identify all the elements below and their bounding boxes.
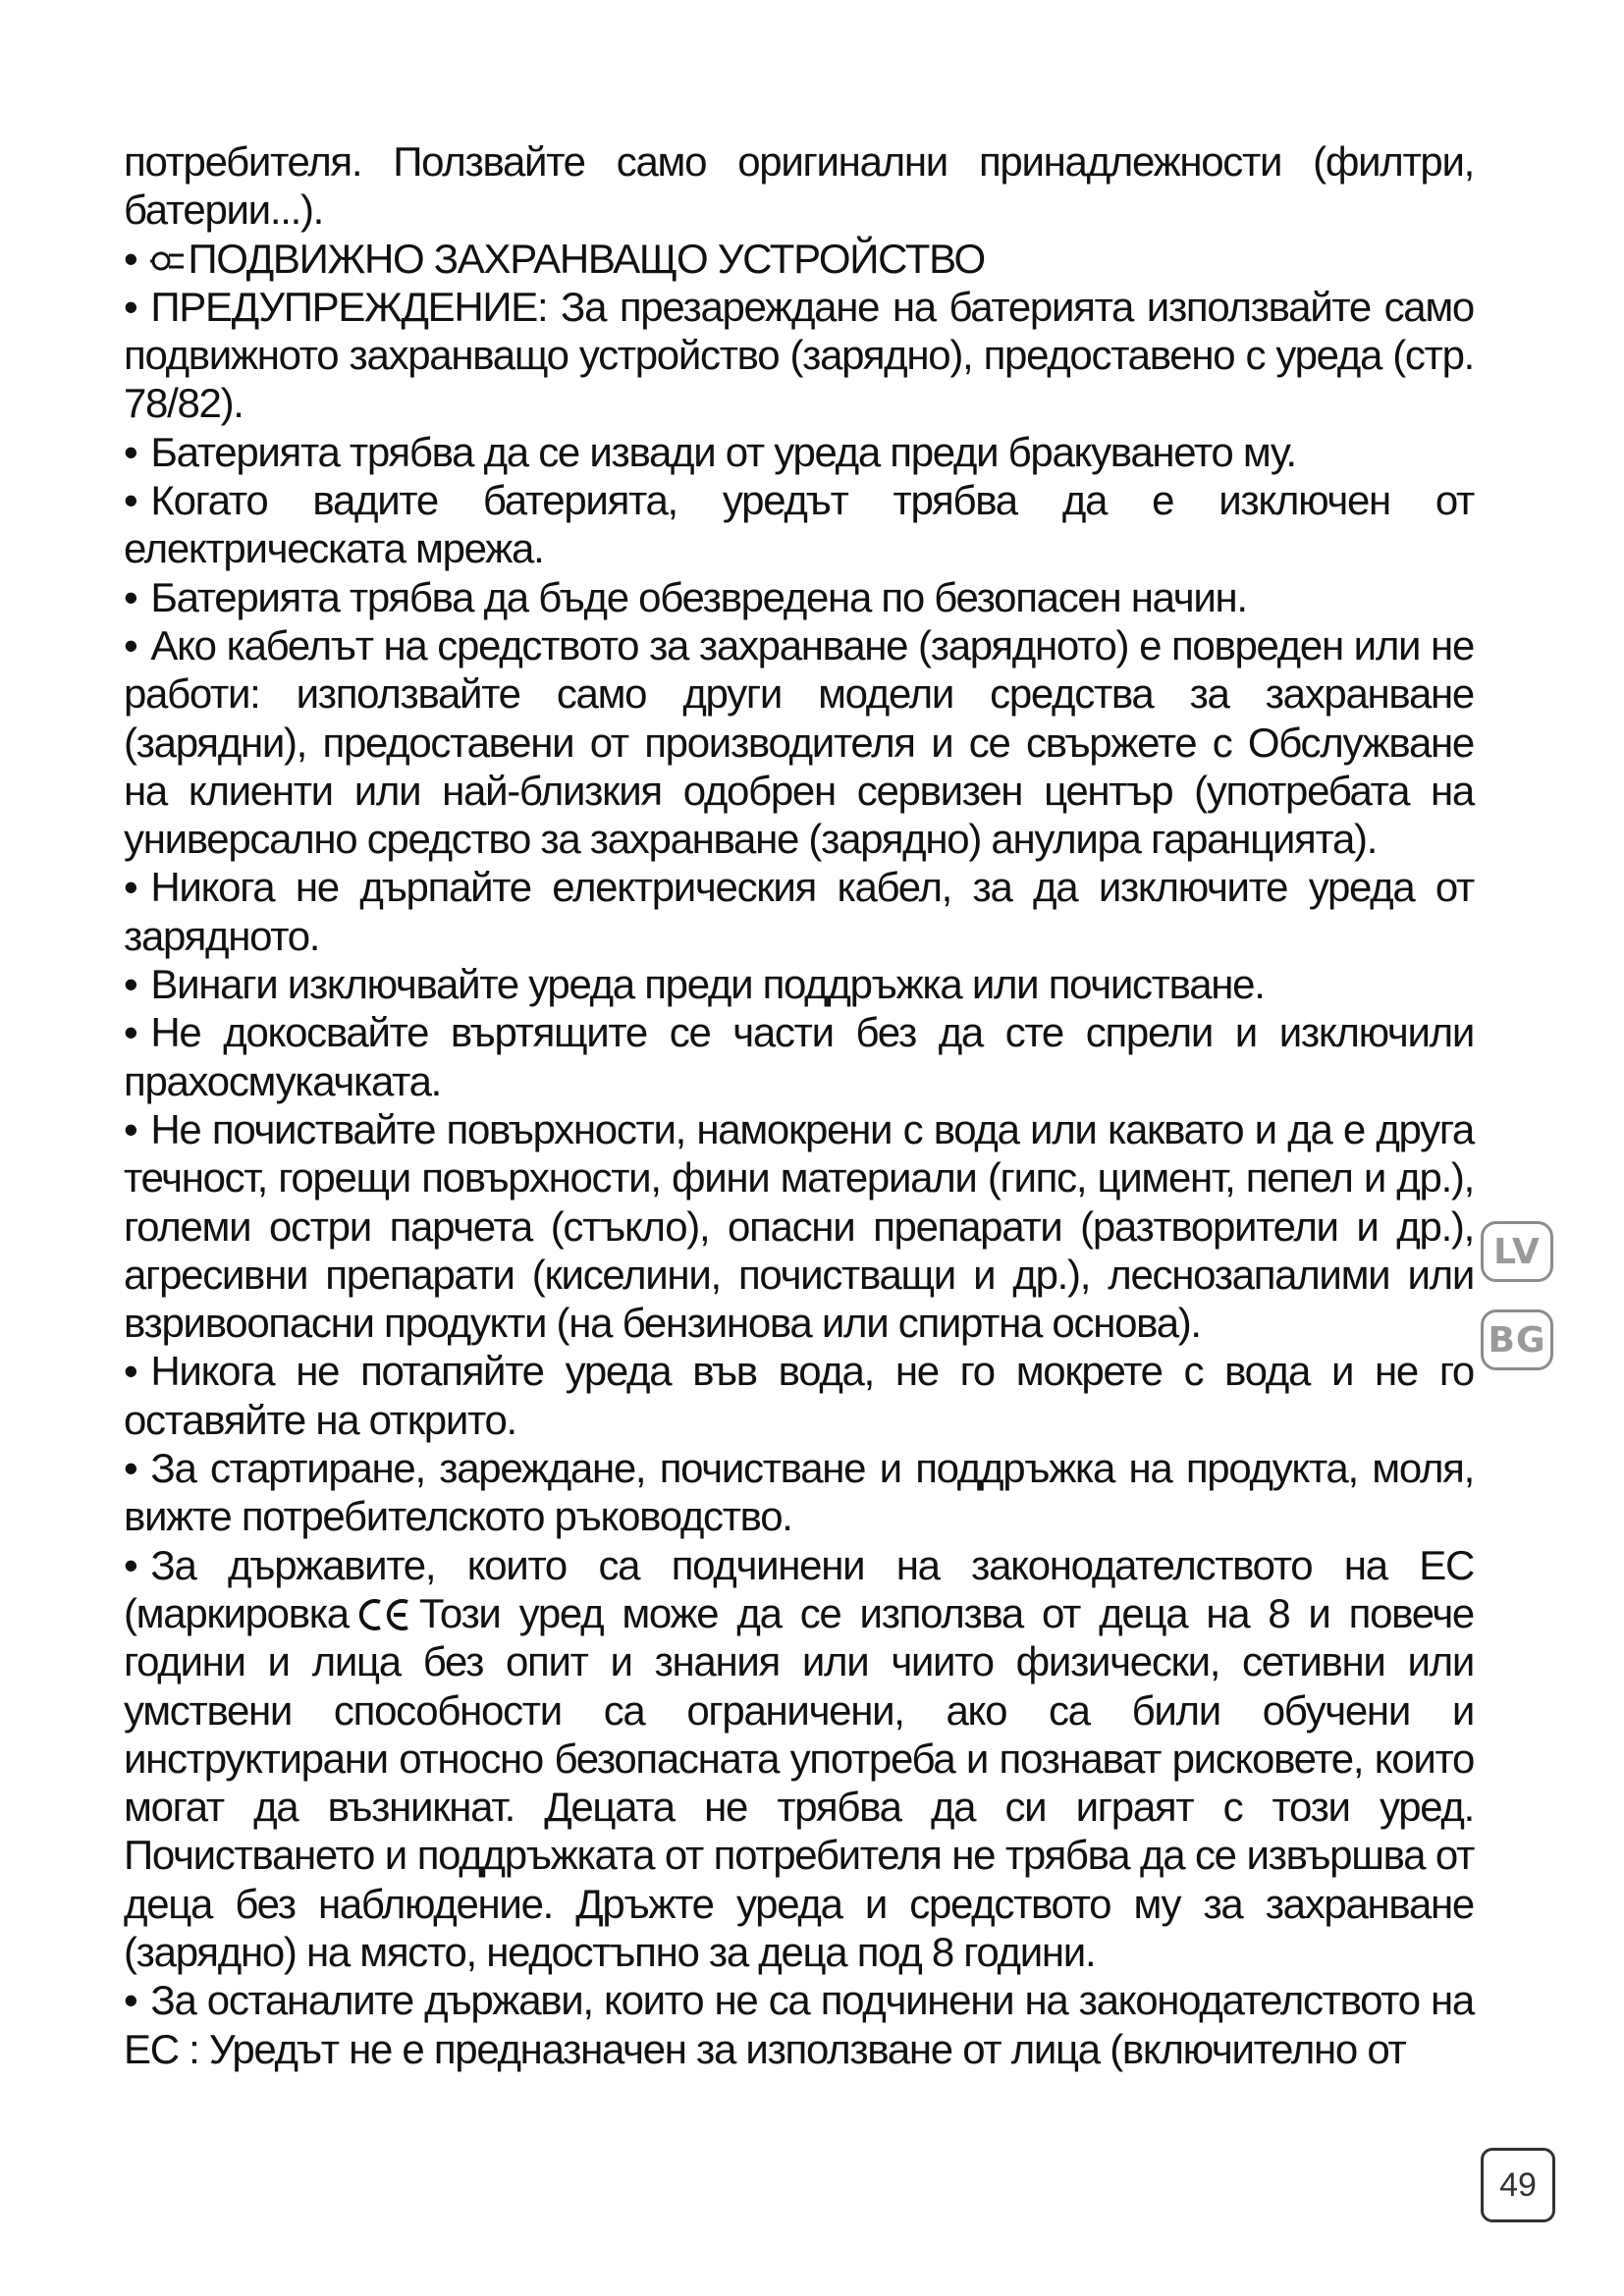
bullet-marker: • xyxy=(124,864,137,911)
bullet-text: Никога не дърпайте електрическия кабел, за да изключите уреда от зарядното. xyxy=(124,864,1474,959)
bullet-text: Батерията трябва да се извади от уреда преди бракуването му. xyxy=(150,428,1296,475)
language-tab-bg: BG xyxy=(1481,1309,1553,1370)
bullet-text: За стартиране, зареждане, почистване и поддръжка на продукта, моля, вижте потребителското ръководство. xyxy=(124,1445,1474,1540)
bullet-marker: • xyxy=(124,235,137,282)
bullet-marker: • xyxy=(124,1009,137,1056)
bullet-text: Винаги изключвайте уреда преди поддръжка или почистване. xyxy=(150,961,1265,1008)
bullet-marker: • xyxy=(124,621,137,668)
detachable-power-supply-heading: ПОДВИЖНО ЗАХРАНВАЩО УСТРОЙСТВО xyxy=(188,235,985,282)
bullet-see-user-manual xyxy=(124,1444,1474,1541)
bullet-damaged-cable xyxy=(124,621,1474,863)
bullet-marker: • xyxy=(124,428,137,475)
bullet-marker: • xyxy=(124,1541,137,1588)
bullet-surfaces-not-to-clean xyxy=(124,1105,1474,1347)
bullet-text: За останалите държави, които не са подчинени на законодателството на ЕС : Уредът не е предназначен за използване от лица (включително от xyxy=(124,1977,1474,2072)
bullet-non-eu-countries xyxy=(124,1976,1474,2073)
bullet-text-end: Този уред може да се използва от деца на 8 и повече години и лица без опит и знания или чиито физически, сетивни или умствени способности са ограничени, ако са били обучени и инструктирани относно безопасната употреба и познават рисковете, които могат да възникнат. Децата не трябва да си играят с този уред. Почистването и поддръжката от потребителя не трябва да се извършва от деца без наблюдение. Дръжте уреда и средството му за захранване (зарядно) на място, недостъпно за деца под 8 години. xyxy=(124,1589,1474,1975)
bullet-do-not-immerse xyxy=(124,1347,1474,1444)
page-number: 49 xyxy=(1481,2148,1555,2222)
bullet-marker: • xyxy=(124,1105,137,1152)
bullet-rotating-parts xyxy=(124,1008,1474,1105)
bullet-marker: • xyxy=(124,1348,137,1395)
instructions-text-block xyxy=(124,137,1474,2073)
bullet-unplug-when-removing xyxy=(124,476,1474,573)
bullet-do-not-pull-cable xyxy=(124,863,1474,960)
bullet-marker: • xyxy=(124,1445,137,1492)
bullet-text: Никога не потапяйте уреда във вода, не го мокрете с вода и не го оставяйте на открито. xyxy=(124,1348,1474,1443)
bullet-marker: • xyxy=(124,477,137,524)
bullet-remove-battery xyxy=(124,428,1474,476)
bullet-warning-charger xyxy=(124,283,1474,428)
bullet-text: Когато вадите батерията, уредът трябва да е изключен от електрическата мрежа. xyxy=(124,477,1474,572)
bullet-marker: • xyxy=(124,283,137,330)
paragraph-continuation: потребителя. Ползвайте само оригинални принадлежности (филтри, батерии...). xyxy=(124,138,1474,234)
bullet-text: Батерията трябва да бъде обезвредена по безопасен начин. xyxy=(150,573,1247,620)
bullet-marker: • xyxy=(124,961,137,1008)
power-supply-symbol-icon xyxy=(150,245,186,277)
bullet-text: Не докосвайте въртящите се части без да сте спрели и изключили прахосмукачката. xyxy=(124,1009,1474,1104)
ce-mark-icon xyxy=(354,1596,413,1633)
language-tab-lv: LV xyxy=(1481,1221,1553,1282)
bullet-text: Не почиствайте повърхности, намокрени с вода или каквато и да е друга течност, горещи повърхности, фини материали (гипс, цимент, пепел и др.), големи остри парчета (стъкло), опасни препарати (разтворители и др.), агресивни препарати (киселини, почистващи и др.), леснозапалими или взривоопасни продукти (на бензинова или спиртна основа). xyxy=(124,1105,1474,1347)
bullet-detachable-power-supply xyxy=(124,235,1474,283)
bullet-text: ПРЕДУПРЕЖДЕНИЕ: За презареждане на батерията използвайте само подвижното захранващо устройство (зарядно), предоставено с уреда (стр. 78/82). xyxy=(124,283,1474,427)
bullet-marker: • xyxy=(124,573,137,620)
bullet-switch-off-before-cleaning xyxy=(124,960,1474,1008)
bullet-eu-countries xyxy=(124,1541,1474,1977)
bullet-text: Ако кабелът на средството за захранване (зарядното) е повреден или не работи: използвайте само други модели средства за захранване (зарядни), предоставени от производителя и се свържете с Обслужване на клиенти или най-близкия одобрен сервизен център (употребата на универсално средство за захранване (зарядно) анулира гаранцията). xyxy=(124,621,1474,863)
bullet-dispose-battery xyxy=(124,573,1474,621)
bullet-marker: • xyxy=(124,1977,137,2024)
bullet-text-start: За държавите, които са подчинени на законодателството на ЕС (маркировка xyxy=(124,1541,1474,1636)
